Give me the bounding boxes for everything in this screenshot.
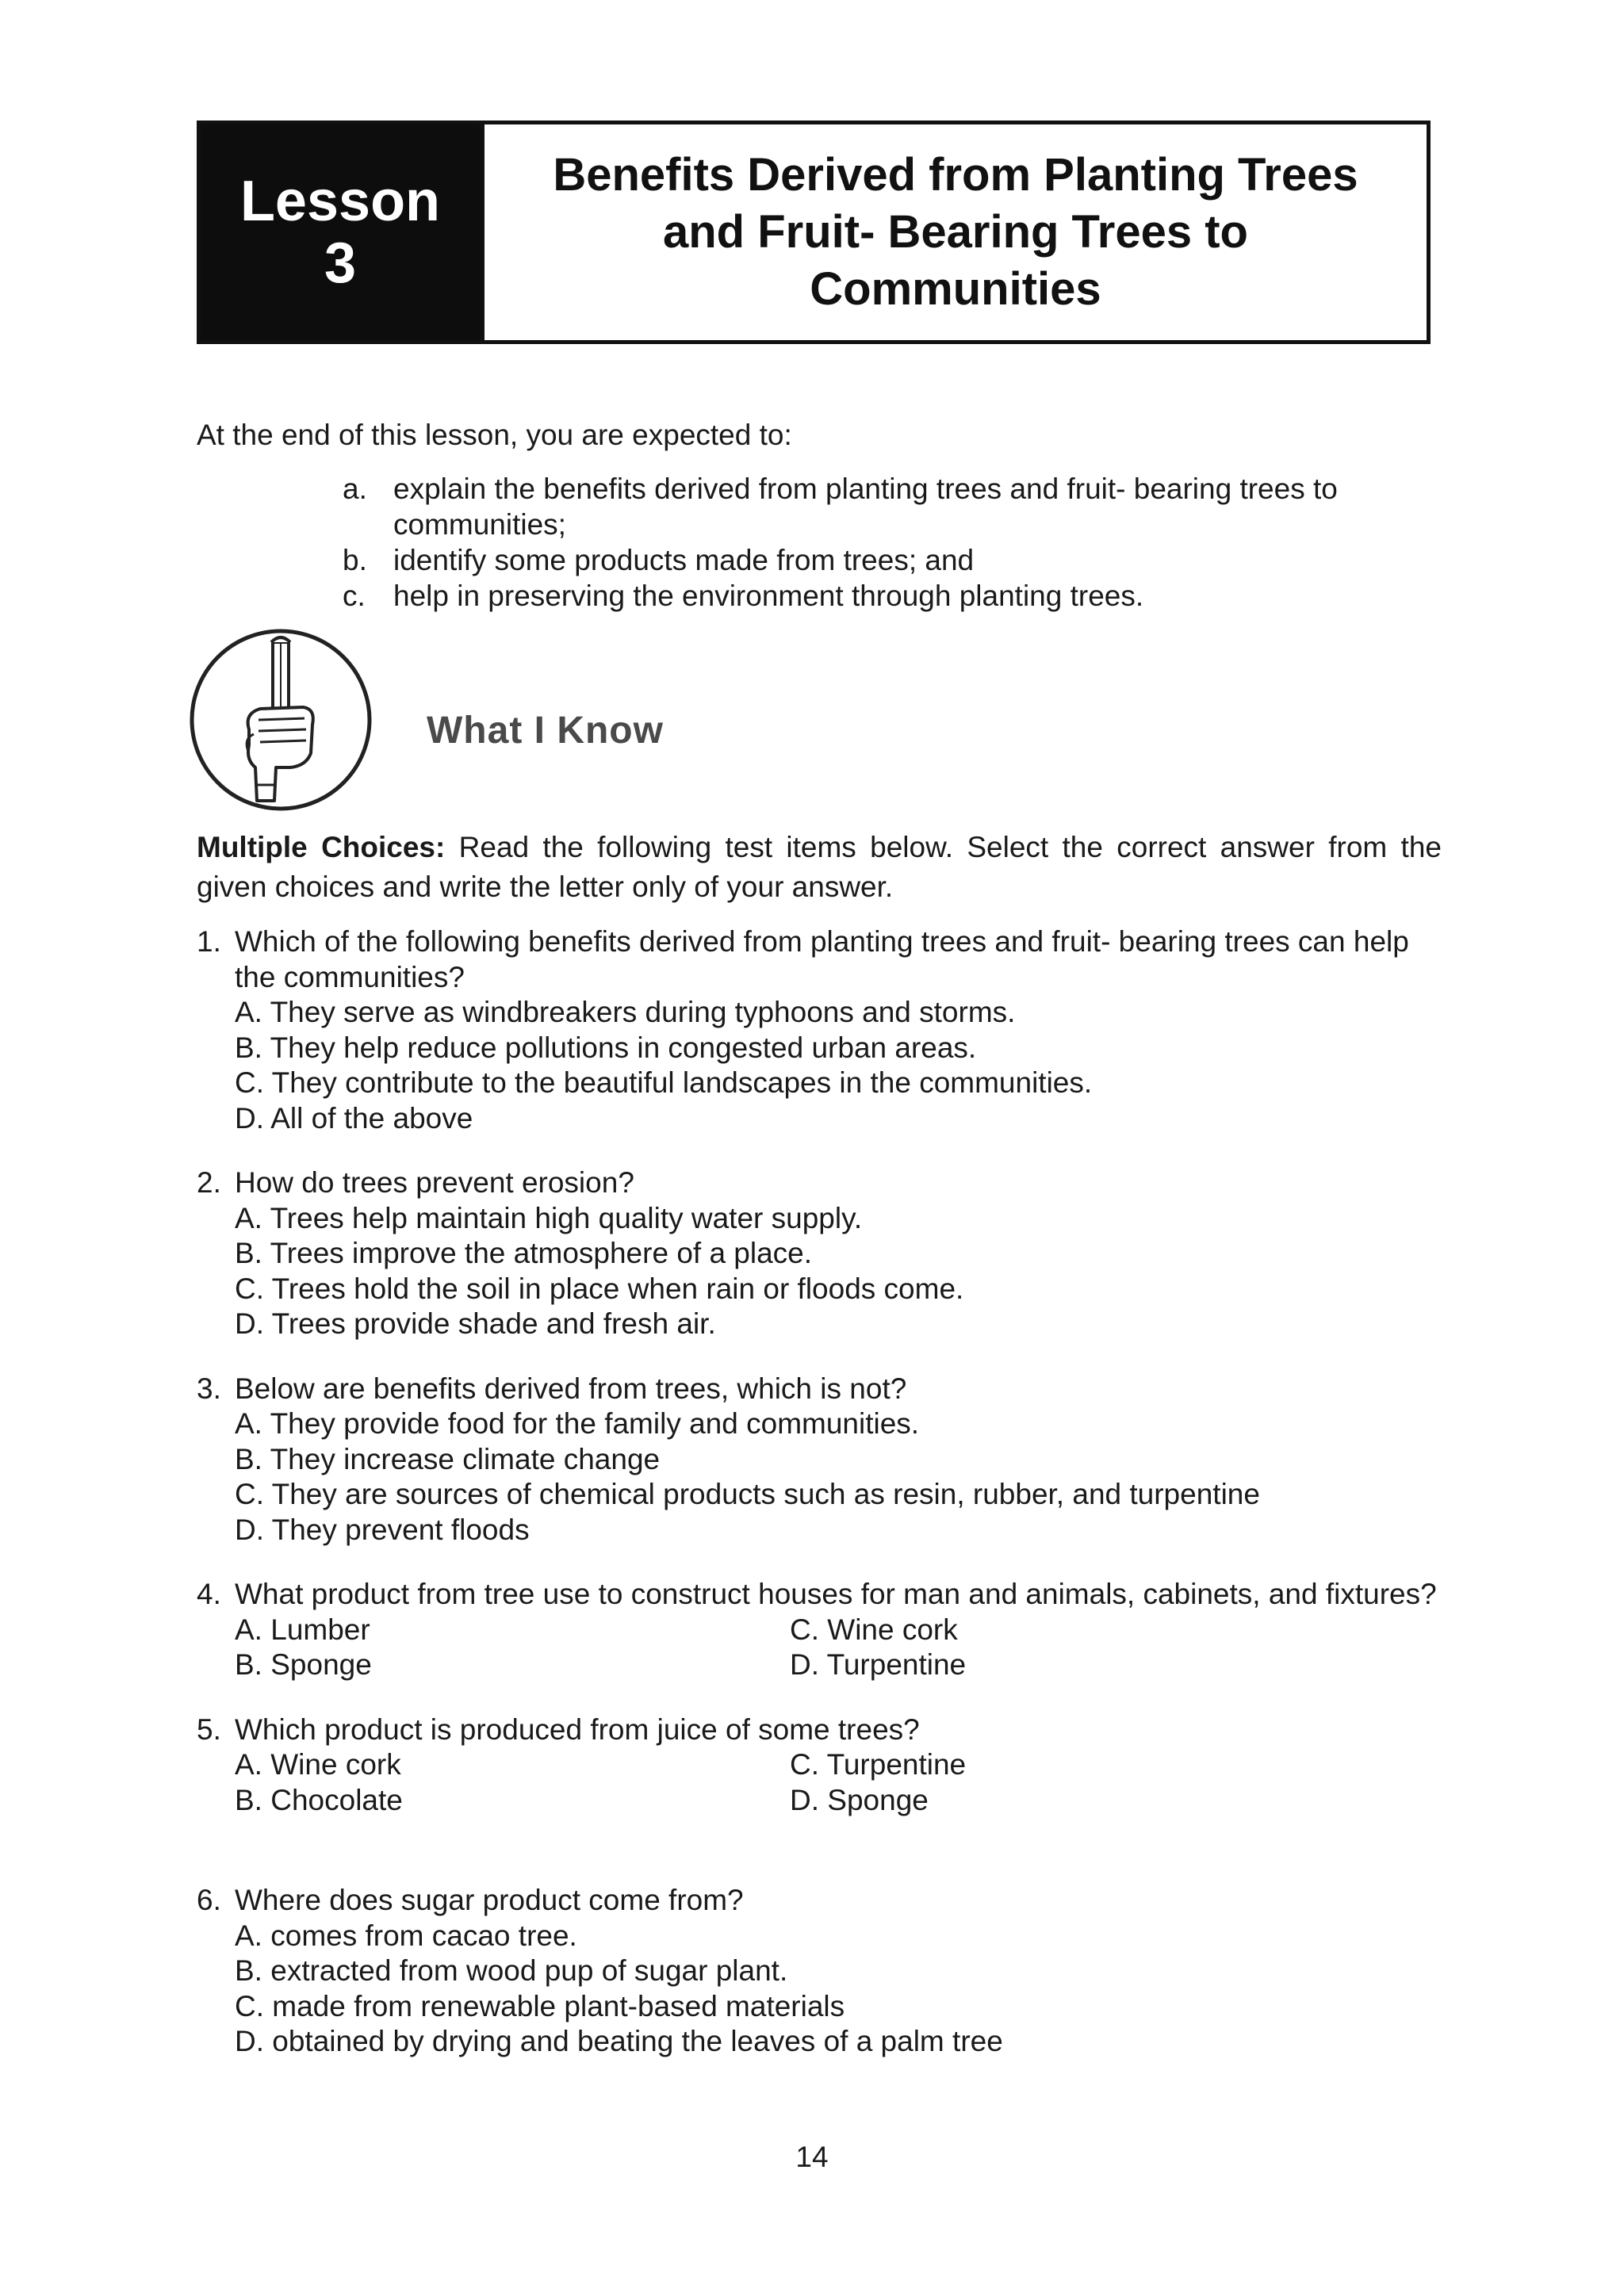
question-text: Which of the following benefits derived from planting trees and fruit- bearing trees can help the communities? bbox=[235, 925, 1409, 993]
question-item bbox=[197, 1712, 1442, 1819]
question-item bbox=[197, 1372, 1442, 1548]
lesson-header bbox=[197, 121, 1431, 344]
objective-item bbox=[343, 578, 1437, 614]
choice-list bbox=[235, 1201, 1442, 1342]
choice: B. Sponge bbox=[235, 1648, 372, 1681]
choice-list bbox=[235, 995, 1442, 1136]
question-text: Which product is produced from juice of some trees? bbox=[235, 1712, 920, 1746]
objective-text: help in preserving the environment through planting trees. bbox=[393, 580, 1144, 612]
question-text: What product from tree use to construct houses for man and animals, cabinets, and fixtures? bbox=[235, 1578, 1437, 1610]
choice: D. obtained by drying and beating the leaves of a palm tree bbox=[235, 2025, 1003, 2057]
choice: D. Sponge bbox=[790, 1783, 929, 1816]
choice: B. Trees improve the atmosphere of a place. bbox=[235, 1237, 813, 1269]
question-number: 5. bbox=[197, 1712, 221, 1746]
lesson-title-line: and Fruit- Bearing Trees to bbox=[662, 206, 1248, 258]
choice: B. extracted from wood pup of sugar plant. bbox=[235, 1954, 788, 1987]
objectives-intro: At the end of this lesson, you are expected to: bbox=[197, 419, 792, 451]
choice: A. Wine cork bbox=[235, 1748, 401, 1781]
objective-item bbox=[343, 471, 1437, 542]
choice: C. They contribute to the beautiful landscapes in the communities. bbox=[235, 1066, 1093, 1099]
lesson-title bbox=[480, 124, 1427, 340]
choice: B. They help reduce pollutions in congested urban areas. bbox=[235, 1031, 977, 1064]
choice-list bbox=[235, 1747, 1442, 1818]
lesson-number-box bbox=[201, 124, 480, 340]
choice: A. They provide food for the family and communities. bbox=[235, 1407, 920, 1440]
choice: B. Chocolate bbox=[235, 1783, 403, 1816]
question-number: 4. bbox=[197, 1578, 221, 1610]
choice: D. All of the above bbox=[235, 1101, 473, 1135]
lesson-title-line: Benefits Derived from Planting Trees bbox=[553, 149, 1358, 201]
instructions-label: Multiple Choices: bbox=[197, 831, 446, 863]
page-number: 14 bbox=[795, 2141, 829, 2173]
question-number: 3. bbox=[197, 1372, 221, 1405]
objective-letter: a. bbox=[343, 473, 367, 505]
choice: C. Trees hold the soil in place when rain or floods come. bbox=[235, 1272, 964, 1305]
choice: C. Turpentine bbox=[790, 1748, 967, 1781]
lesson-number: 3 bbox=[324, 232, 357, 295]
question-text: Where does sugar product come from? bbox=[235, 1884, 744, 1916]
choice: A. They serve as windbreakers during typhoons and storms. bbox=[235, 996, 1016, 1028]
objective-text: explain the benefits derived from planting trees and fruit- bearing trees to communities; bbox=[393, 473, 1338, 541]
choice: D. Trees provide shade and fresh air. bbox=[235, 1307, 716, 1340]
question-item bbox=[197, 1883, 1442, 2060]
instructions-text: Read the following test items below. Select the correct answer from the given choices and write the letter only of your answer. bbox=[197, 831, 1442, 903]
objective-letter: b. bbox=[343, 544, 367, 576]
choice: B. They increase climate change bbox=[235, 1442, 661, 1475]
choice-list bbox=[235, 1406, 1442, 1548]
objective-text: identify some products made from trees; and bbox=[393, 544, 975, 576]
choice: C. Wine cork bbox=[790, 1613, 958, 1646]
question-item bbox=[197, 1577, 1442, 1683]
choice: A. Lumber bbox=[235, 1613, 370, 1646]
choice: C. made from renewable plant-based materials bbox=[235, 1989, 845, 2022]
objectives-list bbox=[343, 471, 1437, 614]
question-list bbox=[197, 924, 1442, 2089]
question-item bbox=[197, 1165, 1442, 1342]
question-number: 6. bbox=[197, 1884, 221, 1916]
question-item bbox=[197, 924, 1442, 1136]
objective-letter: c. bbox=[343, 580, 366, 612]
question-text: Below are benefits derived from trees, which is not? bbox=[235, 1372, 907, 1405]
instructions bbox=[197, 828, 1442, 907]
choice: D. They prevent floods bbox=[235, 1513, 530, 1546]
choice: D. Turpentine bbox=[790, 1648, 967, 1681]
choice-list bbox=[235, 1919, 1442, 2060]
hand-holding-pencil-icon bbox=[187, 626, 374, 813]
lesson-label: Lesson bbox=[239, 170, 441, 233]
question-text: How do trees prevent erosion? bbox=[235, 1166, 634, 1199]
section-title-what-i-know: What I Know bbox=[427, 710, 664, 752]
lesson-title-line: Communities bbox=[810, 263, 1101, 315]
question-number: 1. bbox=[197, 925, 221, 958]
question-number: 2. bbox=[197, 1166, 221, 1199]
choice: C. They are sources of chemical products such as resin, rubber, and turpentine bbox=[235, 1478, 1260, 1510]
choice-list bbox=[235, 1613, 1442, 1683]
choice: A. Trees help maintain high quality water supply. bbox=[235, 1201, 863, 1234]
objective-item bbox=[343, 542, 1437, 578]
choice: A. comes from cacao tree. bbox=[235, 1919, 577, 1952]
